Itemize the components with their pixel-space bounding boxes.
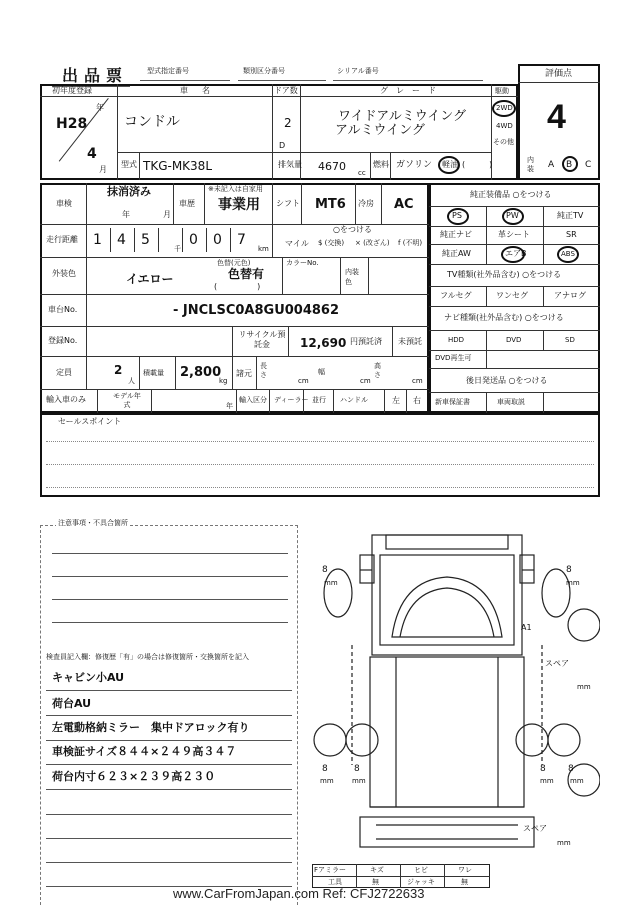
spare-label-top: スペア [545, 659, 569, 668]
cm-unit: cm [360, 377, 371, 385]
mileage-digit: 1 [93, 232, 102, 248]
later-manual: 車両取説 [497, 398, 525, 406]
cm-unit: cm [412, 377, 423, 385]
handle-right: 右 [413, 396, 421, 405]
km-unit: km [258, 245, 269, 253]
shift-label: シフト [276, 199, 300, 208]
tread-rl2: 8 [354, 764, 360, 774]
interior-c: C [585, 160, 592, 170]
doors-sub: D [279, 141, 286, 150]
equip-pw: PW [506, 211, 519, 220]
month-unit: 月 [99, 165, 107, 174]
grade-line2: アルミウイング [335, 123, 425, 138]
cargo-body [370, 657, 524, 807]
equip-tv: 純正TV [557, 211, 584, 220]
model-cert-label: 型式指定番号 [147, 67, 189, 75]
mileage-word: マイル [285, 239, 309, 248]
repaint-paren: ( ) [214, 282, 261, 291]
note-line: 左電動格納ミラー 集中ドアロック有り [52, 721, 250, 734]
legend-scratch: キズ [370, 866, 384, 874]
model-year-label: モデル年式 [113, 392, 141, 409]
recycle-paid: 円預託済 [350, 337, 382, 346]
interior-color-label: 内装色 [345, 268, 359, 286]
ac-value: AC [394, 197, 414, 212]
tread-rr2: 8 [568, 764, 574, 774]
handle-label: ハンドル [340, 396, 368, 404]
model-year-unit: 年 [226, 402, 233, 410]
mileage-label: 走行距離 [46, 235, 78, 244]
spare-tire-front [568, 609, 600, 641]
front-left-tire [324, 569, 352, 617]
dims-label: 諸元 [236, 369, 252, 378]
equip-aw: 純正AW [442, 249, 471, 258]
equip-airbag: エアB [505, 249, 527, 258]
mm-unit: mm [324, 579, 338, 587]
drive-label: 駆動 [495, 87, 509, 95]
front-right-tire [542, 569, 570, 617]
legend-jack: ジャッキ [407, 878, 435, 886]
kg-unit: kg [219, 377, 228, 385]
year-unit: 年 [96, 103, 104, 112]
displacement-label: 排気量 [278, 160, 302, 169]
dvd-play-label: DVD再生可 [435, 354, 472, 362]
eval-label: 評価点 [545, 69, 573, 79]
windshield [392, 577, 502, 637]
tv-fullseg: フルセグ [440, 291, 472, 300]
fuel-label: 燃料 [373, 160, 389, 169]
cm-unit: cm [298, 377, 309, 385]
meter-tamper: × (改ざん) [355, 239, 390, 247]
fuel-gasoline: ガソリン [396, 160, 433, 170]
later-title: 後日発送品 ○をつける [466, 376, 548, 385]
navi-title: ナビ種類(社外品含む) ○をつける [444, 313, 564, 322]
truck-diagram [300, 525, 600, 880]
doors-label: ドア数 [274, 86, 298, 95]
interior-a: A [548, 160, 555, 170]
navi-sd: SD [565, 336, 575, 344]
meter-circle-note: ○をつける [333, 225, 372, 234]
form-title: 出品票 [62, 66, 129, 85]
mm-unit: mm [540, 777, 554, 785]
repaint-value: 色替有 [228, 267, 265, 281]
grade-label: グレード [380, 86, 444, 95]
equip-leather: 革シート [498, 230, 530, 239]
recycle-unpaid: 未預託 [398, 337, 422, 346]
import-dealer: ディーラー [274, 396, 309, 404]
note-line: 荷台AU [52, 697, 92, 710]
displacement-value: 4670 [318, 160, 346, 173]
mileage-digit: 4 [117, 232, 126, 248]
grade-line1: ワイドアルミウイング [338, 109, 467, 124]
import-label: 輸入車のみ [46, 395, 86, 404]
meter-unknown: f (不明) [398, 239, 423, 247]
legend-mirror: Fアミラー [314, 866, 347, 874]
length-label: 長さ [260, 362, 267, 379]
mm-unit: mm [352, 777, 366, 785]
tread-rl: 8 [322, 764, 328, 774]
sales-point-label: セールスポイント [58, 417, 122, 426]
ac-label: 冷房 [358, 199, 374, 208]
model-value: TKG-MK38L [143, 159, 213, 173]
note-line: 荷台内寸６２３×２３９高２３０ [52, 770, 216, 783]
shift-value: MT6 [315, 197, 346, 212]
load-value: 2,800 [180, 365, 222, 380]
equip-abs: ABS [561, 250, 575, 258]
legend-jack-value: 無 [461, 878, 468, 886]
fuel-paren: ( ) [462, 160, 493, 169]
eval-score: 4 [547, 98, 566, 136]
width-label: 幅 [318, 368, 325, 376]
car-name: コンドル [124, 114, 180, 130]
import-parallel: 並行 [312, 396, 326, 404]
tread-rr: 8 [540, 764, 546, 774]
mileage-digit: 5 [141, 232, 150, 248]
recycle-label: リサイクル預託金 [238, 330, 286, 349]
capacity-label: 定員 [56, 368, 72, 377]
damage-code: A1 [521, 623, 532, 632]
class-label: 類別区分番号 [243, 67, 285, 75]
fuel-light: 軽油 [442, 160, 458, 169]
sales-point-section [40, 413, 600, 497]
reg-no-label: 登録No. [48, 336, 78, 345]
equip-ps: PS [452, 211, 462, 220]
notes-title: 注意事項・不具合箇所 [58, 519, 128, 527]
reg-month: 4 [87, 146, 97, 162]
shaken-month-unit: 月 [163, 210, 171, 219]
tv-analog: アナログ [554, 291, 586, 300]
shaken-value: 抹消済み [107, 185, 151, 198]
exterior-color-value: イエロー [126, 272, 174, 286]
handle-left: 左 [392, 396, 400, 405]
rear-right-tire [516, 724, 548, 756]
inspector-note: 検査員記入欄：修復歴「有」の場合は修復箇所・交換箇所を記入 [46, 653, 249, 661]
equipment-title: 純正装備品 ○をつける [470, 190, 552, 199]
drive-4wd: 4WD [496, 122, 513, 130]
spare-label-bottom: スペア [523, 824, 547, 833]
person-unit: 人 [128, 377, 135, 385]
mileage-digit: 7 [237, 232, 246, 248]
rear-left-tire [314, 724, 346, 756]
equip-navi: 純正ナビ [440, 230, 472, 239]
drive-2wd: 2WD [496, 104, 513, 112]
thousand-unit: 千 [174, 245, 181, 253]
legend-break: ワレ [458, 866, 472, 874]
serial-label: シリアル番号 [337, 67, 379, 75]
history-value: 事業用 [218, 197, 260, 213]
height-label: 高さ [374, 362, 381, 379]
chassis-value: - JNCLSC0A8GU004862 [173, 303, 340, 318]
history-label: 車歴 [179, 199, 195, 208]
class-line [238, 80, 326, 81]
model-cert-line [140, 80, 230, 81]
tread-fl: 8 [322, 565, 328, 575]
unreg-note: ※未記入は自家用 [208, 185, 263, 193]
repaint-label: 色替(元色) [217, 259, 251, 267]
serial-line [333, 80, 483, 81]
note-line: 車検証サイズ８４４×２４９高３４７ [52, 745, 237, 758]
mm-unit: mm [566, 579, 580, 587]
navi-hdd: HDD [448, 336, 465, 344]
watermark: www.CarFromJapan.com Ref: CFJ2722633 [173, 886, 425, 901]
car-name-label: 車名 [180, 86, 224, 95]
note-line: キャビン小AU [52, 671, 125, 684]
load-label: 積載量 [143, 369, 164, 377]
legend-tools: 工具 [328, 878, 342, 886]
doors-value: 2 [284, 116, 292, 130]
first-reg-label: 初年度登録 [52, 86, 92, 95]
reg-year: H28 [56, 116, 88, 132]
tread-fr: 8 [566, 565, 572, 575]
mm-unit: mm [577, 683, 591, 691]
color-no-label: カラーNo. [286, 259, 319, 267]
mm-unit: mm [570, 777, 584, 785]
meter-exchange: $ (交換) [318, 239, 345, 247]
legend-tools-value: 無 [372, 878, 379, 886]
interior-b: B [566, 160, 573, 170]
capacity-value: 2 [114, 363, 123, 377]
tv-oneseg: ワンセグ [496, 291, 528, 300]
mm-unit: mm [320, 777, 334, 785]
import-type-label: 輸入区分 [239, 396, 267, 404]
drive-other: その他 [493, 138, 514, 146]
cc-unit: cc [358, 169, 366, 177]
mileage-digit: 0 [213, 232, 222, 248]
tv-title: TV種類(社外品含む) ○をつける [447, 270, 562, 279]
mm-unit: mm [557, 839, 571, 847]
legend-crack: ヒビ [414, 866, 428, 874]
later-warranty: 新車保証書 [435, 398, 470, 406]
recycle-value: 12,690 [300, 336, 347, 350]
interior-label: 内装 [527, 156, 534, 173]
equip-sr: SR [566, 230, 577, 239]
exterior-color-label: 外装色 [52, 269, 76, 278]
chassis-label: 車台No. [48, 305, 78, 314]
navi-dvd: DVD [506, 336, 522, 344]
model-label: 型式 [121, 160, 137, 169]
mileage-digit: 0 [189, 232, 198, 248]
shaken-label: 車検 [56, 199, 72, 208]
shaken-year-unit: 年 [122, 210, 130, 219]
